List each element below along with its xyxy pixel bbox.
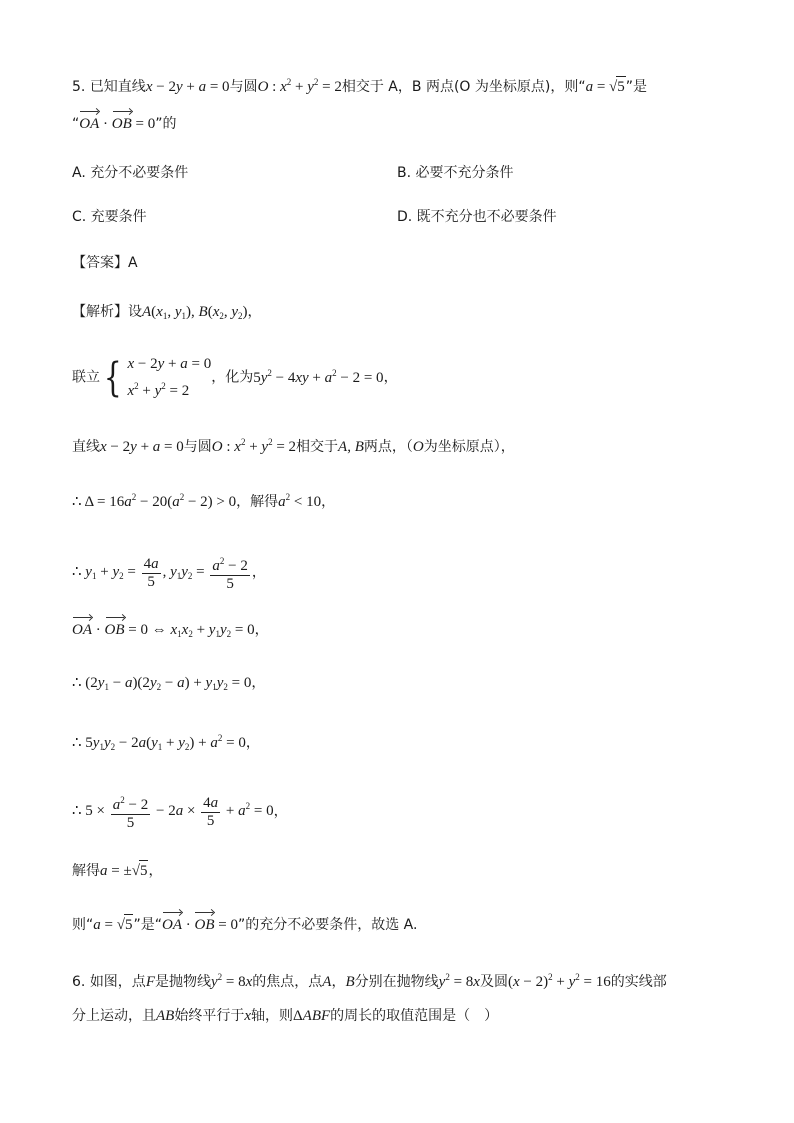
q5-stem-line1: 5. 已知直线x − 2y + a = 0与圆O : $x^2 + y^2 = 2$相交于 A，B 两点(O 为坐标原点)，则“a = √5”是: [72, 77, 648, 95]
option-a[interactable]: A. 充分不必要条件: [72, 165, 189, 181]
answer: 【答案】A: [72, 255, 138, 271]
q5-stem-line2: “OA · OB = 0”的: [72, 116, 177, 132]
analysis-line2: 联立 { x − 2y + a = 0 $x^2 + y^2 = 2$ ，化为$5y^2 - 4xy + a^2 - 2 = 0$，: [72, 354, 398, 401]
analysis-line6: OA · OB = 0 ⇔ $x_1x_2 + y_1y_2 = 0$，: [72, 622, 269, 639]
line-equation: x − 2y + a = 0: [145, 79, 230, 95]
dot-product-condition: OA · OB = 0: [79, 116, 156, 132]
option-c[interactable]: C. 充要条件: [72, 209, 147, 225]
option-b[interactable]: B. 必要不充分条件: [397, 165, 514, 181]
equation-system: { x − 2y + a = 0 $x^2 + y^2 = 2$: [103, 354, 212, 401]
q6-stem-line2: 分上运动，且AB始终平行于x轴，则ΔABF的周长的取值范围是（ ）: [72, 1008, 499, 1024]
circle-equation: O : $x^2 + y^2 = 2$: [257, 77, 342, 95]
analysis-line8: ∴ $5y_1y_2 - 2a(y_1 + y_2) + a^2 = 0$，: [72, 733, 260, 752]
analysis-line5: ∴ $y_1 + y_2$ = $\frac{4a}{5}$ , $y_1y_2$ = $\frac{a^2 - 2}{5}$ ，: [72, 553, 266, 593]
analysis-line11: 则“a = √5”是“OA · OB = 0”的充分不必要条件，故选 A.: [72, 914, 417, 935]
analysis-line10: 解得a = ±√5，: [72, 860, 162, 881]
q5-number: 5.: [72, 79, 86, 95]
analysis-line3: 直线x − 2y + a = 0与圆O : $x^2 + y^2 = 2$相交于A, B两点，（O为坐标原点），: [72, 437, 515, 455]
option-d[interactable]: D. 既不充分也不必要条件: [397, 209, 557, 225]
analysis-line4: ∴ $\Delta = 16a^2 - 20(a^2 - 2) > 0$，解得$a^2 < 10$，: [72, 492, 336, 510]
analysis-line7: ∴ $(2y_1 - a)(2y_2 - a) + y_1y_2 = 0$，: [72, 675, 266, 692]
analysis-line1: 【解析】设$A(x_1$, $y_1$), $B(x_2$, $y_2$)，: [72, 304, 262, 321]
q6-stem-line1: 6. 如图，点F是抛物线$y^2 = 8x$的焦点，点A，B分别在抛物线$y^2 = 8x$及圆$(x - 2)^2 + y^2 = 16$的实线部: [72, 972, 667, 990]
q6-number: 6.: [72, 974, 86, 990]
analysis-line9: ∴ 5 × $\frac{a^2 - 2}{5}$ − 2a × $\frac{4a}{5}$ + $a^2 = 0$，: [72, 792, 288, 832]
